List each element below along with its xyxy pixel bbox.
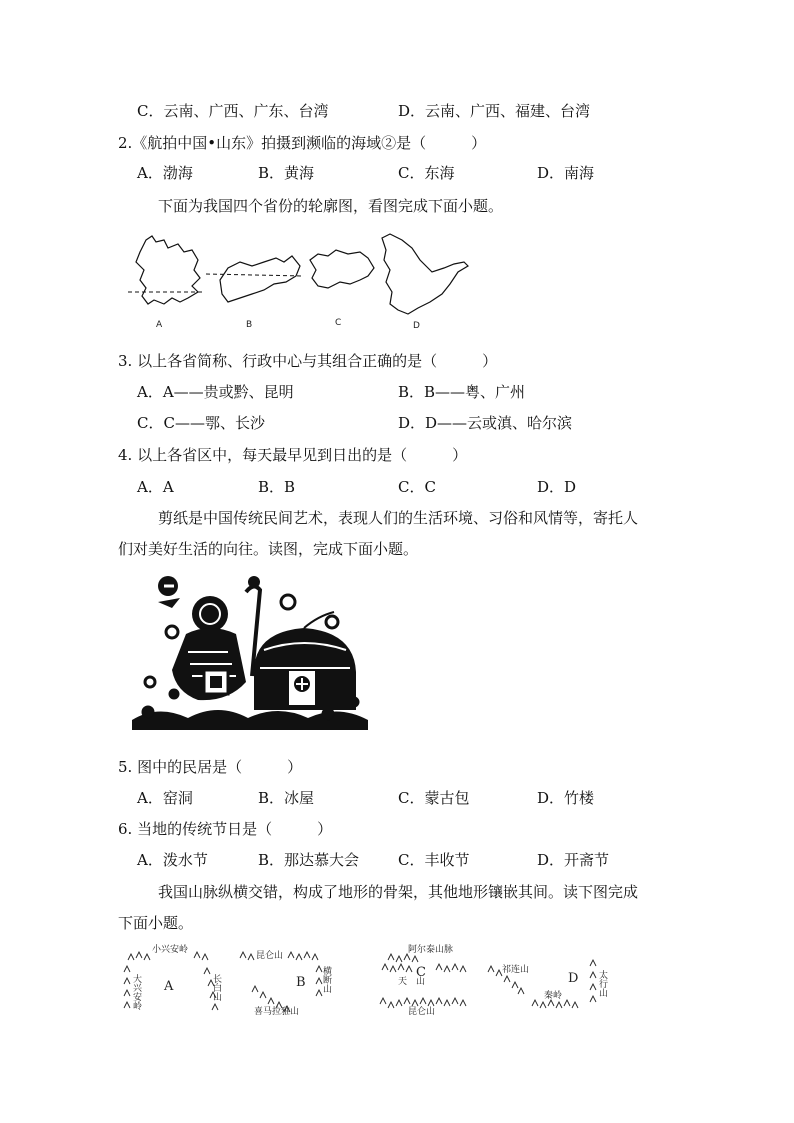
province-label-b: B bbox=[246, 320, 253, 330]
q5-option-a: A．窑洞 bbox=[137, 789, 193, 807]
q5-option-c: C．蒙古包 bbox=[398, 789, 470, 807]
label-taihangshan: 太行山 bbox=[597, 970, 607, 997]
question-2-stem: 2.《航拍中国•山东》拍摄到濒临的海域②是（ ） bbox=[118, 134, 487, 152]
q5-option-d: D．竹楼 bbox=[537, 789, 595, 807]
label-kunlunshan-b: 昆仑山 bbox=[256, 951, 284, 961]
q6-option-c: C．丰收节 bbox=[398, 851, 470, 869]
q2-option-b: B．黄海 bbox=[258, 164, 315, 182]
label-qilianshan: 祁连山 bbox=[502, 965, 530, 975]
province-outline-d bbox=[382, 234, 468, 314]
mountain-ranges-figure bbox=[118, 940, 618, 1022]
province-label-d: D bbox=[413, 321, 420, 331]
q6-option-a: A．泼水节 bbox=[137, 851, 208, 869]
label-changbaishan: 长白山 bbox=[211, 974, 221, 1001]
label-kunlunshan-c: 昆仑山 bbox=[408, 1007, 436, 1017]
papercut-image bbox=[128, 572, 372, 734]
mountain-panel-c bbox=[380, 943, 466, 1017]
mountain-panel-c-label: C bbox=[416, 965, 426, 980]
q1-option-c: C．云南、广西、广东、台湾 bbox=[137, 102, 329, 120]
q4-option-c: C．C bbox=[398, 478, 436, 496]
label-tianshan: 天 山 bbox=[398, 977, 426, 987]
q6-option-b: B．那达慕大会 bbox=[258, 851, 360, 869]
question-4-stem: 4. 以上各省区中，每天最早见到日出的是（ ） bbox=[118, 446, 468, 464]
label-daxinganling: 大兴安岭 bbox=[131, 974, 141, 1010]
mountain-panel-b-label: B bbox=[296, 975, 306, 990]
mountain-panel-b bbox=[240, 949, 332, 1017]
q5-option-b: B．冰屋 bbox=[258, 789, 315, 807]
label-ximalayashan: 喜马拉雅山 bbox=[254, 1007, 300, 1017]
mountain-panel-d bbox=[488, 960, 608, 1008]
province-label-a: A bbox=[156, 320, 163, 330]
q6-option-d: D．开斋节 bbox=[537, 851, 610, 869]
mountain-panel-a bbox=[124, 943, 222, 1011]
intro-mountains-line1: 我国山脉纵横交错，构成了地形的骨架，其他地形镶嵌其间。读下图完成 bbox=[158, 883, 639, 901]
question-3-stem: 3. 以上各省简称、行政中心与其组合正确的是（ ） bbox=[118, 352, 498, 370]
question-6-stem: 6. 当地的传统节日是（ ） bbox=[118, 820, 333, 838]
q2-option-c: C．东海 bbox=[398, 164, 455, 182]
label-xiaoxinganling: 小兴安岭 bbox=[152, 945, 189, 955]
intro-mountains-line2: 下面小题。 bbox=[118, 914, 194, 932]
intro-papercut-line2: 们对美好生活的向往。读图，完成下面小题。 bbox=[118, 540, 419, 558]
label-aertaishan: 阿尔泰山脉 bbox=[408, 945, 454, 955]
q1-option-d: D．云南、广西、福建、台湾 bbox=[398, 102, 591, 120]
province-outlines-figure bbox=[128, 232, 473, 332]
mountain-panel-a-label: A bbox=[164, 979, 174, 994]
label-hengduanshan: 横断山 bbox=[321, 966, 331, 993]
q4-option-d: D．D bbox=[537, 478, 577, 496]
q3-option-a: A．A——贵或黔、昆明 bbox=[137, 383, 294, 401]
province-outline-c bbox=[310, 250, 374, 288]
q2-option-a: A．渤海 bbox=[137, 164, 193, 182]
q4-option-b: B．B bbox=[258, 478, 296, 496]
q2-option-d: D．南海 bbox=[537, 164, 595, 182]
question-5-stem: 5. 图中的民居是（ ） bbox=[118, 758, 303, 776]
mountain-panel-d-label: D bbox=[568, 971, 579, 986]
q4-option-a: A．A bbox=[137, 478, 174, 496]
province-outline-b bbox=[220, 256, 300, 302]
intro-provinces: 下面为我国四个省份的轮廓图，看图完成下面小题。 bbox=[158, 197, 504, 215]
q3-option-c: C．C——鄂、长沙 bbox=[137, 414, 265, 432]
province-label-c: C bbox=[335, 318, 342, 328]
province-outline-a bbox=[136, 236, 200, 304]
q3-option-d: D．D——云或滇、哈尔滨 bbox=[398, 414, 573, 432]
q3-option-b: B．B——粤、广州 bbox=[398, 383, 526, 401]
intro-papercut-line1: 剪纸是中国传统民间艺术，表现人们的生活环境、习俗和风情等，寄托人 bbox=[158, 509, 639, 527]
label-qinling: 秦岭 bbox=[544, 991, 563, 1001]
